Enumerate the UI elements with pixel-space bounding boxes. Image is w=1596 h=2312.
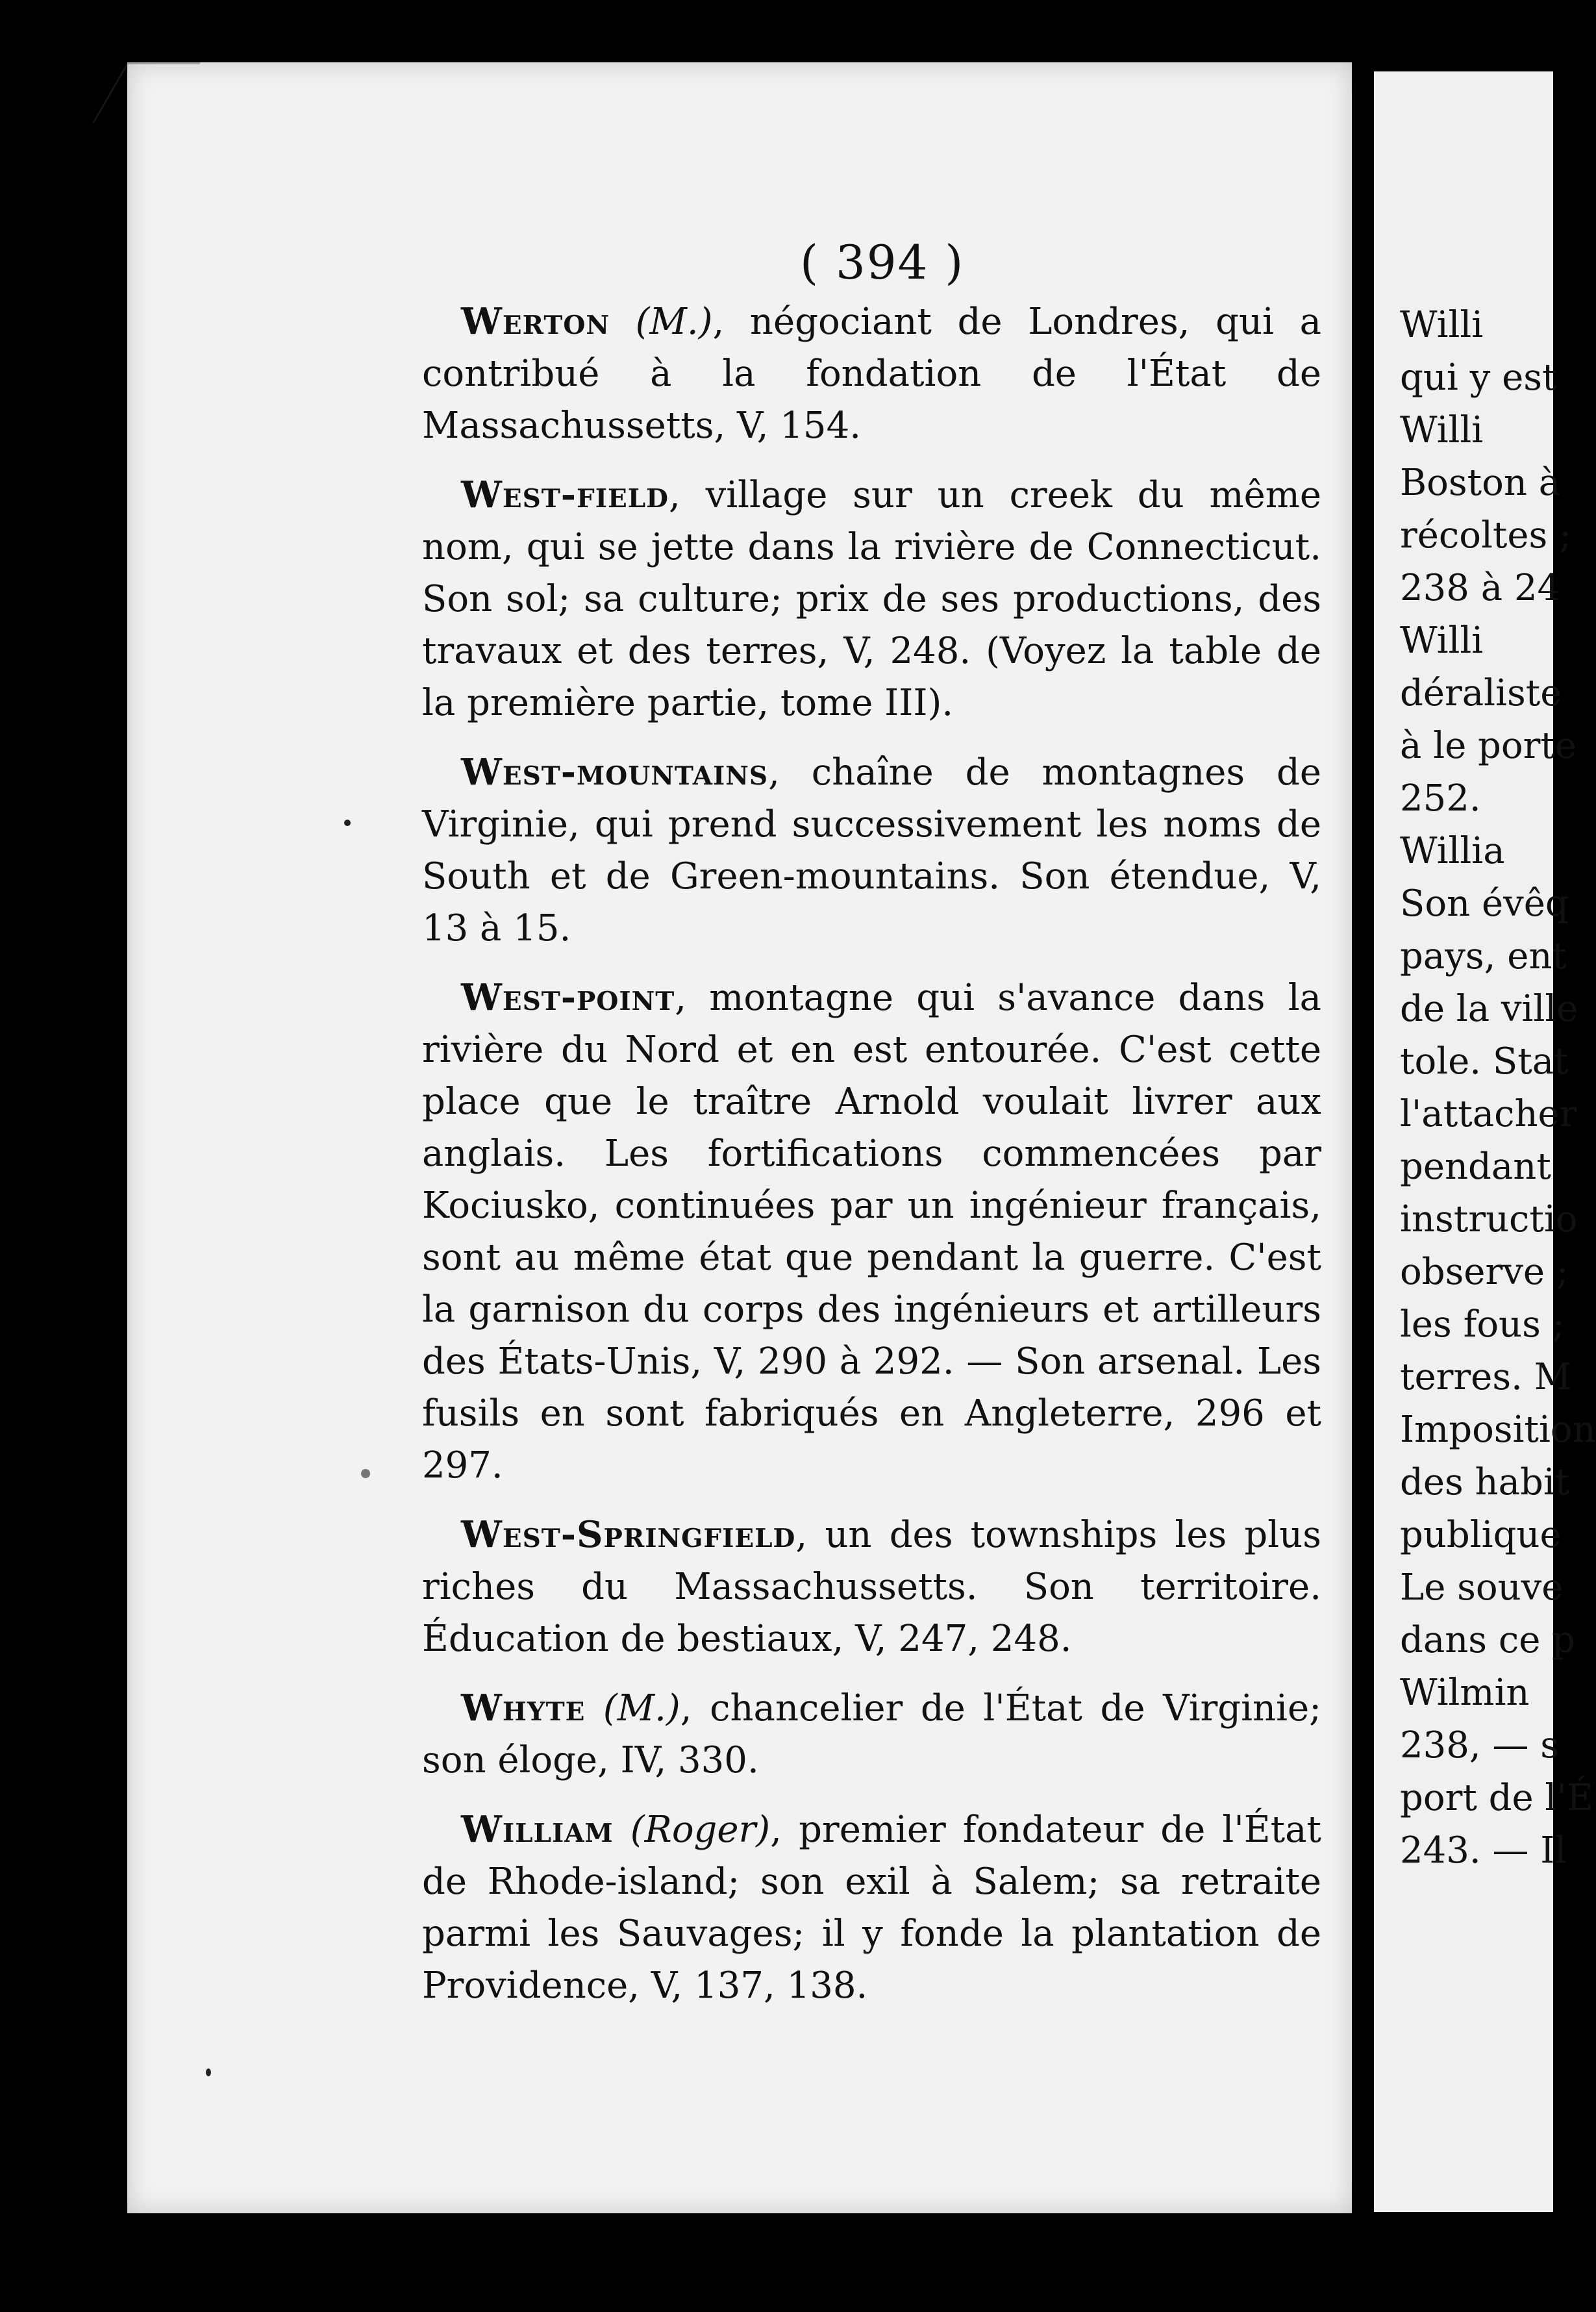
entry-headword: West-field — [461, 473, 669, 516]
index-entries — [422, 295, 1321, 2029]
right-page-line: l'attacher — [1400, 1093, 1577, 1135]
right-page-line: 238 à 24 — [1400, 567, 1561, 609]
right-page-line: publique — [1400, 1514, 1562, 1556]
entry-headword: Werton — [461, 300, 610, 343]
index-entry — [422, 469, 1321, 729]
right-page-line: Le souve — [1400, 1566, 1564, 1609]
right-page-line: Boston à — [1400, 462, 1561, 504]
right-page-line: 238, — s — [1400, 1724, 1560, 1766]
right-page-text — [1400, 299, 1596, 1877]
entry-headword: William — [461, 1808, 614, 1851]
right-page-line: Willia — [1400, 830, 1505, 872]
right-page-line: instructio — [1400, 1198, 1578, 1240]
right-page-line: port de l'É — [1400, 1777, 1593, 1819]
right-page-line: pendant — [1400, 1146, 1551, 1188]
right-page-line: pays, ent — [1400, 935, 1567, 977]
index-entry — [422, 295, 1321, 452]
right-page-line: tole. Stat — [1400, 1040, 1569, 1083]
right-page-line: Willi — [1400, 304, 1484, 346]
right-page-line: Imposition — [1400, 1409, 1596, 1451]
right-page-line: de la ville — [1400, 988, 1578, 1030]
right-page-line: terres. M — [1400, 1356, 1572, 1398]
right-page-line: des habit — [1400, 1461, 1570, 1503]
entry-headword: West-Springfield — [461, 1513, 796, 1556]
entry-body: , négociant de Londres, qui a contribué à la fondation de l'État de Massachussetts, V, 154. — [422, 301, 1321, 447]
right-page-line: déraliste — [1400, 672, 1562, 714]
right-page-line: Wilmin — [1400, 1672, 1530, 1714]
entry-body: , chancelier de l'État de Virginie; son éloge, IV, 330. — [422, 1687, 1321, 1781]
entry-qualifier: (M.) — [585, 1687, 680, 1729]
right-page-line: observe ; — [1400, 1251, 1569, 1293]
folded-corner — [92, 62, 201, 123]
right-page-line: Son évêq — [1400, 883, 1569, 925]
entry-qualifier: (Roger) — [613, 1809, 771, 1851]
index-entry — [422, 1682, 1321, 1787]
entry-body: , village sur un creek du même nom, qui se jette dans la rivière de Connecticut. Son sol; sa culture; prix de ses productions, des travaux et des terres, V, 248. (Voyez la table de la première partie, tome III). — [422, 474, 1321, 724]
right-page-line: dans ce p — [1400, 1619, 1575, 1661]
right-page-line: récoltes ; — [1400, 514, 1571, 557]
index-entry — [422, 1509, 1321, 1665]
ink-speck — [206, 2068, 211, 2076]
ink-speck — [344, 820, 351, 826]
entry-headword: West-mountains — [461, 751, 769, 794]
entry-body: , premier fondateur de l'État de Rhode-island; son exil à Salem; sa retraite parmi les Sauvages; il y fonde la plantation de Providence, V, 137, 138. — [422, 1809, 1321, 2007]
right-page-line: Willi — [1400, 409, 1484, 451]
index-entry — [422, 972, 1321, 1492]
right-page-line: qui y est — [1400, 357, 1557, 399]
right-page-line: à le porte — [1400, 725, 1577, 767]
entry-body: , chaîne de montagnes de Virginie, qui prend successivement les noms de South et de Green-mountains. Son étendue, V, 13 à 15. — [422, 751, 1321, 949]
ink-speck — [361, 1469, 370, 1478]
right-page-line: les fous ; — [1400, 1303, 1565, 1346]
index-entry — [422, 1803, 1321, 2012]
entry-body: , montagne qui s'avance dans la rivière du Nord et en est entourée. C'est cette place que le traître Arnold voulait livrer aux anglais. Les fortifications commencées par Kociusko, continuées par un ingénieur français, sont au même état que pendant la guerre. C'est la garnison du corps des ingénieurs et artilleurs des États-Unis, V, 290 à 292. — Son arsenal. Les fusils en sont fabriqués en Angleterre, 296 et 297. — [422, 977, 1321, 1487]
right-page-line: 252. — [1400, 777, 1481, 820]
index-entry — [422, 746, 1321, 955]
entry-qualifier: (M.) — [610, 301, 713, 343]
entry-body: , un des townships les plus riches du Massachussetts. Son territoire. Éducation de bestiaux, V, 247, 248. — [422, 1514, 1321, 1660]
entry-headword: Whyte — [461, 1687, 586, 1729]
right-page-line: 243. — Il — [1400, 1829, 1567, 1872]
page-number: ( 394 ) — [800, 235, 965, 290]
entry-headword: West-point — [461, 976, 675, 1019]
right-page-line: Willi — [1400, 620, 1484, 662]
